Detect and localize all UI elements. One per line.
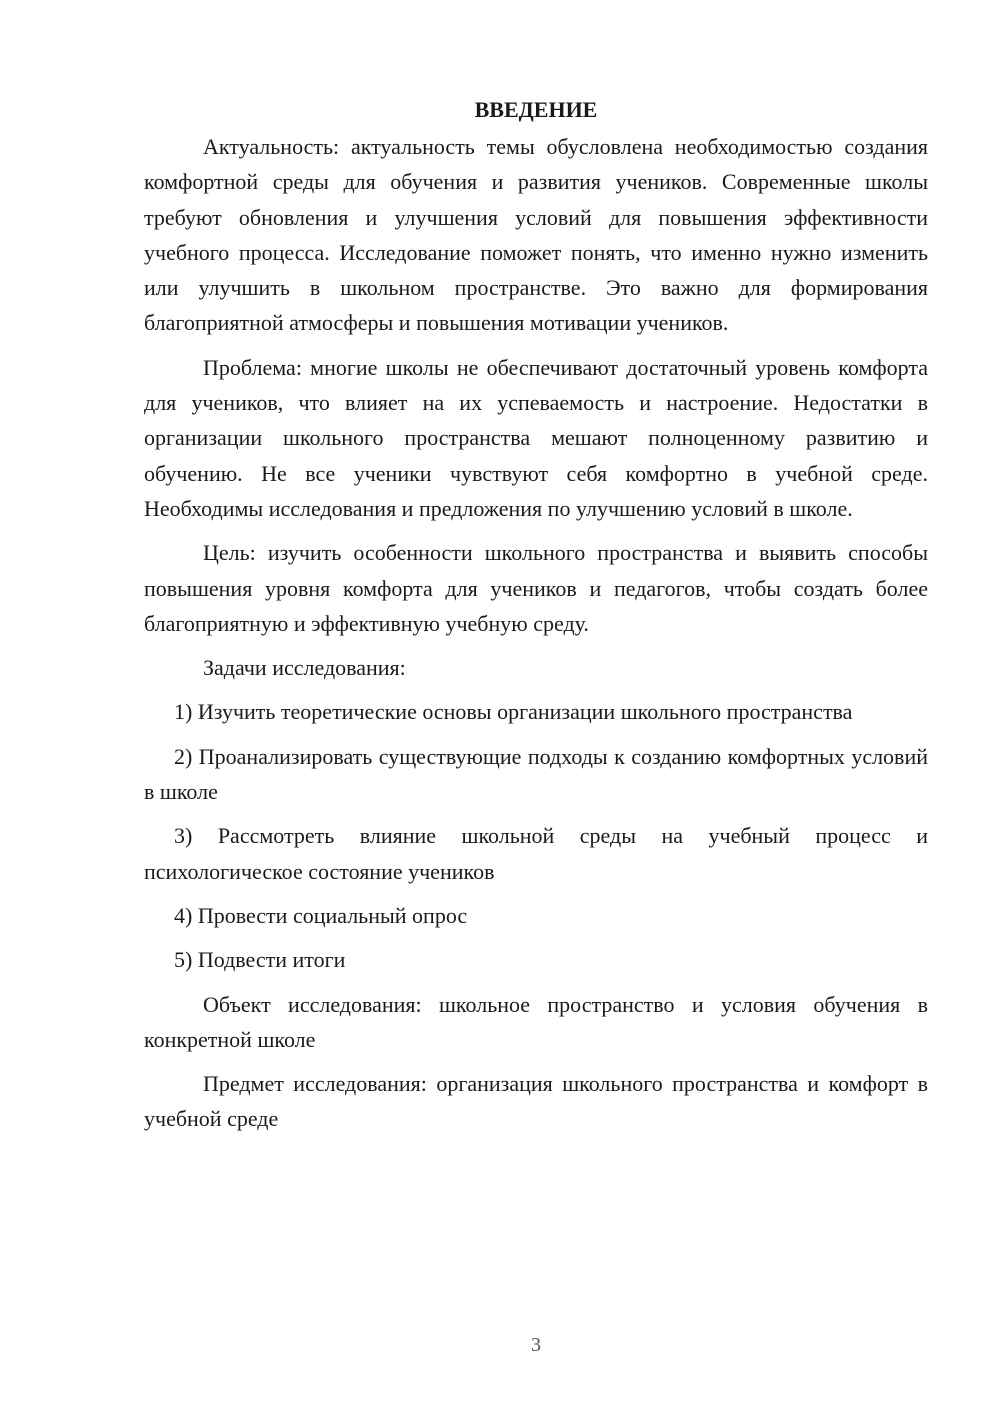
- problem-paragraph: Проблема: многие школы не обеспечивают достаточный уровень комфорта для учеников, что влияет на их успеваемость и настроение. Недостатки в организации школьного пространства мешают полноценному развитию и обучению. Не все ученики чувствуют себя комфортно в учебной среде. Необходимы исследования и предложения по улучшению условий в школе.: [144, 354, 928, 521]
- object-paragraph: Объект исследования: школьное пространство и условия обучения в конкретной школе: [144, 991, 928, 1052]
- task-item-4: 4) Провести социальный опрос: [174, 902, 468, 928]
- task-item-1: 1) Изучить теоретические основы организации школьного пространства: [174, 699, 853, 725]
- section-heading: ВВЕДЕНИЕ: [474, 97, 598, 122]
- task-item-3: 3) Рассмотреть влияние школьной среды на учебный процесс и психологическое состояние учеников: [144, 823, 928, 884]
- relevance-paragraph: Актуальность: актуальность темы обусловлена необходимостью создания комфортной среды для обучения и развития учеников. Современные школы требуют обновления и улучшения условий для повышения эффективности учебного процесса. Исследование поможет понять, что именно нужно изменить или улучшить в школьном пространстве. Это важно для формирования благоприятной атмосферы и повышения мотивации учеников.: [144, 134, 928, 336]
- page-content: [144, 92, 928, 1146]
- page-number: 3: [531, 1334, 541, 1356]
- task-item-5: 5) Подвести итоги: [174, 947, 346, 973]
- tasks-heading: Задачи исследования:: [203, 655, 406, 681]
- subject-paragraph: Предмет исследования: организация школьного пространства и комфорт в учебной среде: [144, 1071, 928, 1132]
- goal-paragraph: Цель: изучить особенности школьного пространства и выявить способы повышения уровня комфорта для учеников и педагогов, чтобы создать более благоприятную и эффективную учебную среду.: [144, 540, 928, 636]
- task-item-2: 2) Проанализировать существующие подходы к созданию комфортных условий в школе: [144, 743, 928, 805]
